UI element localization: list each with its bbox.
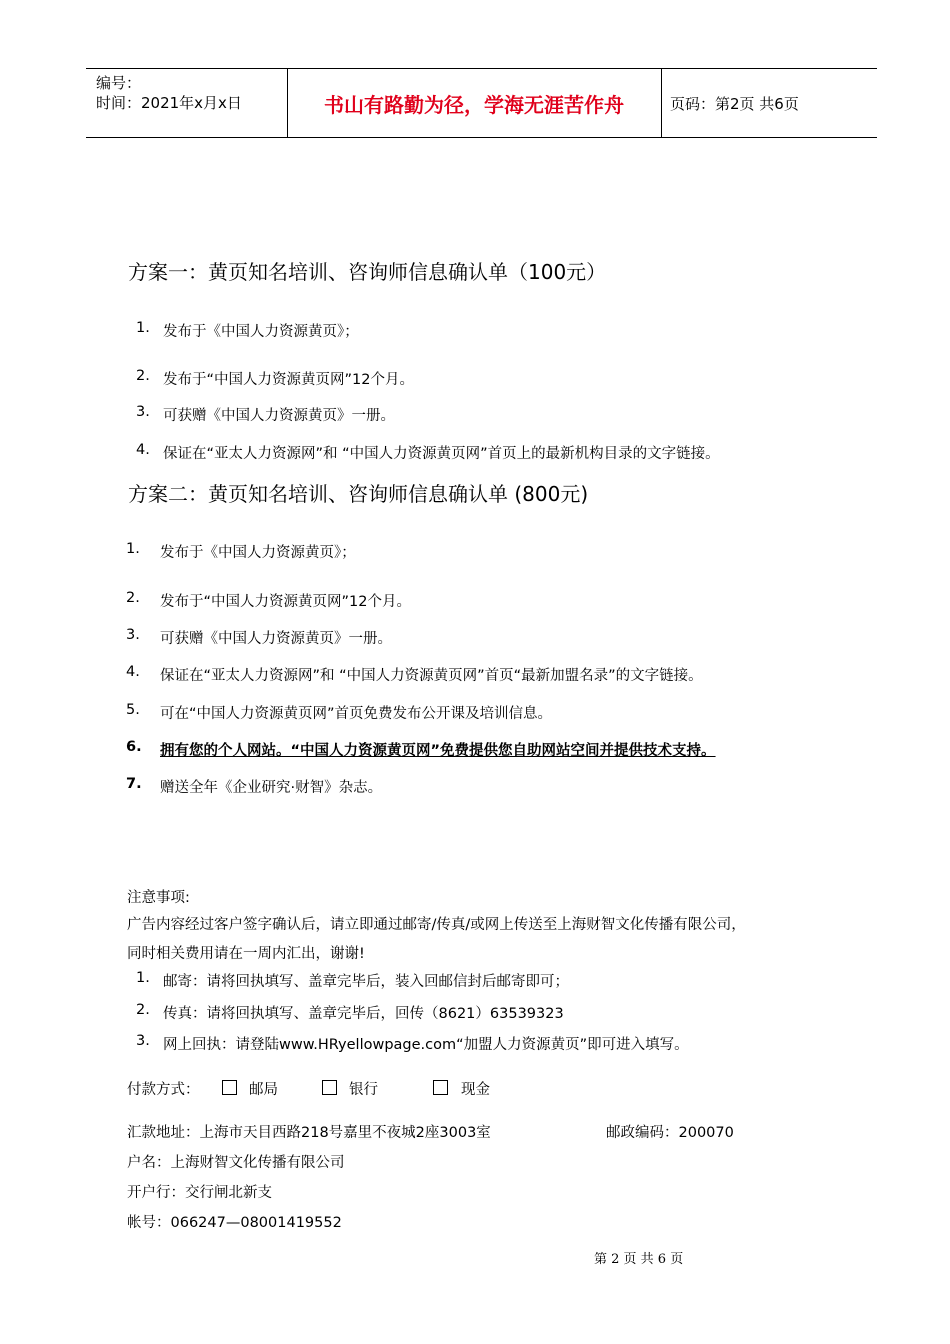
item-number: 3. bbox=[136, 1033, 150, 1049]
item-text: 保证在“亚太人力资源网”和 “中国人力资源黄页网”首页“最新加盟名录”的文字链接。 bbox=[160, 668, 703, 684]
list-item bbox=[126, 664, 866, 684]
item-text: 可获赠《中国人力资源黄页》一册。 bbox=[160, 631, 392, 647]
header-divider bbox=[661, 69, 662, 137]
notes-line: 同时相关费用请在一周内汇出，谢谢! bbox=[127, 946, 365, 962]
notes-heading: 注意事项: bbox=[127, 890, 190, 906]
item-text: 发布于“中国人力资源黄页网”12个月。 bbox=[160, 594, 411, 610]
item-number: 7. bbox=[126, 776, 142, 792]
list-item bbox=[136, 1002, 856, 1022]
item-text: 发布于“中国人力资源黄页网”12个月。 bbox=[163, 372, 414, 388]
list-item bbox=[136, 404, 856, 424]
item-text: 网上回执：请登陆www.HRyellowpage.com“加盟人力资源黄页”即可进入填写。 bbox=[163, 1037, 689, 1053]
item-text: 可在“中国人力资源黄页网”首页免费发布公开课及培训信息。 bbox=[160, 706, 553, 722]
item-number: 5. bbox=[126, 702, 140, 718]
item-number: 3. bbox=[136, 404, 150, 420]
remit-postcode: 邮政编码：200070 bbox=[606, 1125, 734, 1141]
list-item bbox=[136, 320, 856, 340]
header-meta bbox=[96, 73, 242, 113]
item-number: 1. bbox=[136, 320, 150, 336]
list-item bbox=[136, 368, 856, 388]
item-number: 2. bbox=[126, 590, 140, 606]
payment-option-bank: 银行 bbox=[349, 1082, 378, 1098]
item-text: 传真：请将回执填写、盖章完毕后，回传（8621）63539323 bbox=[163, 1006, 564, 1022]
page-footer: 第 2 页 共 6 页 bbox=[594, 1252, 684, 1267]
item-text: 邮寄：请将回执填写、盖章完毕后，装入回邮信封后邮寄即可； bbox=[163, 974, 569, 990]
item-text: 发布于《中国人力资源黄页》； bbox=[160, 545, 356, 561]
serial-label: 编号： bbox=[96, 74, 142, 92]
item-text: 赠送全年《企业研究·财智》杂志。 bbox=[160, 780, 383, 796]
list-item bbox=[126, 739, 866, 759]
notes-line: 广告内容经过客户签字确认后，请立即通过邮寄/传真/或网上传送至上海财智文化传播有限公司， bbox=[127, 917, 746, 933]
list-item bbox=[126, 541, 866, 561]
header-table bbox=[86, 68, 877, 138]
payment-checkbox-cash[interactable] bbox=[433, 1080, 448, 1095]
item-number: 4. bbox=[136, 442, 150, 458]
remit-account-name: 户名：上海财智文化传播有限公司 bbox=[127, 1155, 345, 1171]
item-number: 4. bbox=[126, 664, 140, 680]
item-number: 1. bbox=[136, 970, 150, 986]
list-item bbox=[136, 442, 856, 462]
item-text: 可获赠《中国人力资源黄页》一册。 bbox=[163, 408, 395, 424]
payment-checkbox-post[interactable] bbox=[222, 1080, 237, 1095]
item-number: 2. bbox=[136, 368, 150, 384]
time-label: 时间：2021年x月x日 bbox=[96, 94, 242, 112]
item-number: 6. bbox=[126, 739, 142, 755]
motto: 书山有路勤为径，学海无涯苦作舟 bbox=[324, 93, 624, 117]
list-item bbox=[126, 590, 866, 610]
item-text: 保证在“亚太人力资源网”和 “中国人力资源黄页网”首页上的最新机构目录的文字链接。 bbox=[163, 446, 720, 462]
payment-option-cash: 现金 bbox=[461, 1082, 490, 1098]
item-text: 发布于《中国人力资源黄页》； bbox=[163, 324, 359, 340]
payment-row bbox=[127, 1078, 627, 1100]
item-number: 2. bbox=[136, 1002, 150, 1018]
plan2-title: 方案二：黄页知名培训、咨询师信息确认单 (800元) bbox=[128, 482, 589, 506]
payment-checkbox-bank[interactable] bbox=[322, 1080, 337, 1095]
list-item bbox=[126, 776, 866, 796]
page-info: 页码：第2页 共6页 bbox=[670, 95, 799, 113]
item-text: 拥有您的个人网站。“中国人力资源黄页网”免费提供您自助网站空间并提供技术支持。 bbox=[160, 743, 716, 759]
list-item bbox=[136, 970, 856, 990]
remit-bank: 开户行：交行闸北新支 bbox=[127, 1185, 272, 1201]
remit-account-number: 帐号：066247—08001419552 bbox=[127, 1215, 342, 1231]
payment-label: 付款方式： bbox=[127, 1082, 200, 1098]
list-item bbox=[136, 1033, 856, 1053]
item-number: 3. bbox=[126, 627, 140, 643]
plan1-title: 方案一：黄页知名培训、咨询师信息确认单（100元） bbox=[128, 260, 607, 284]
item-number: 1. bbox=[126, 541, 140, 557]
payment-option-post: 邮局 bbox=[249, 1082, 278, 1098]
list-item bbox=[126, 627, 866, 647]
remit-address: 汇款地址：上海市天目西路218号嘉里不夜城2座3003室 bbox=[127, 1125, 491, 1141]
list-item bbox=[126, 702, 866, 722]
